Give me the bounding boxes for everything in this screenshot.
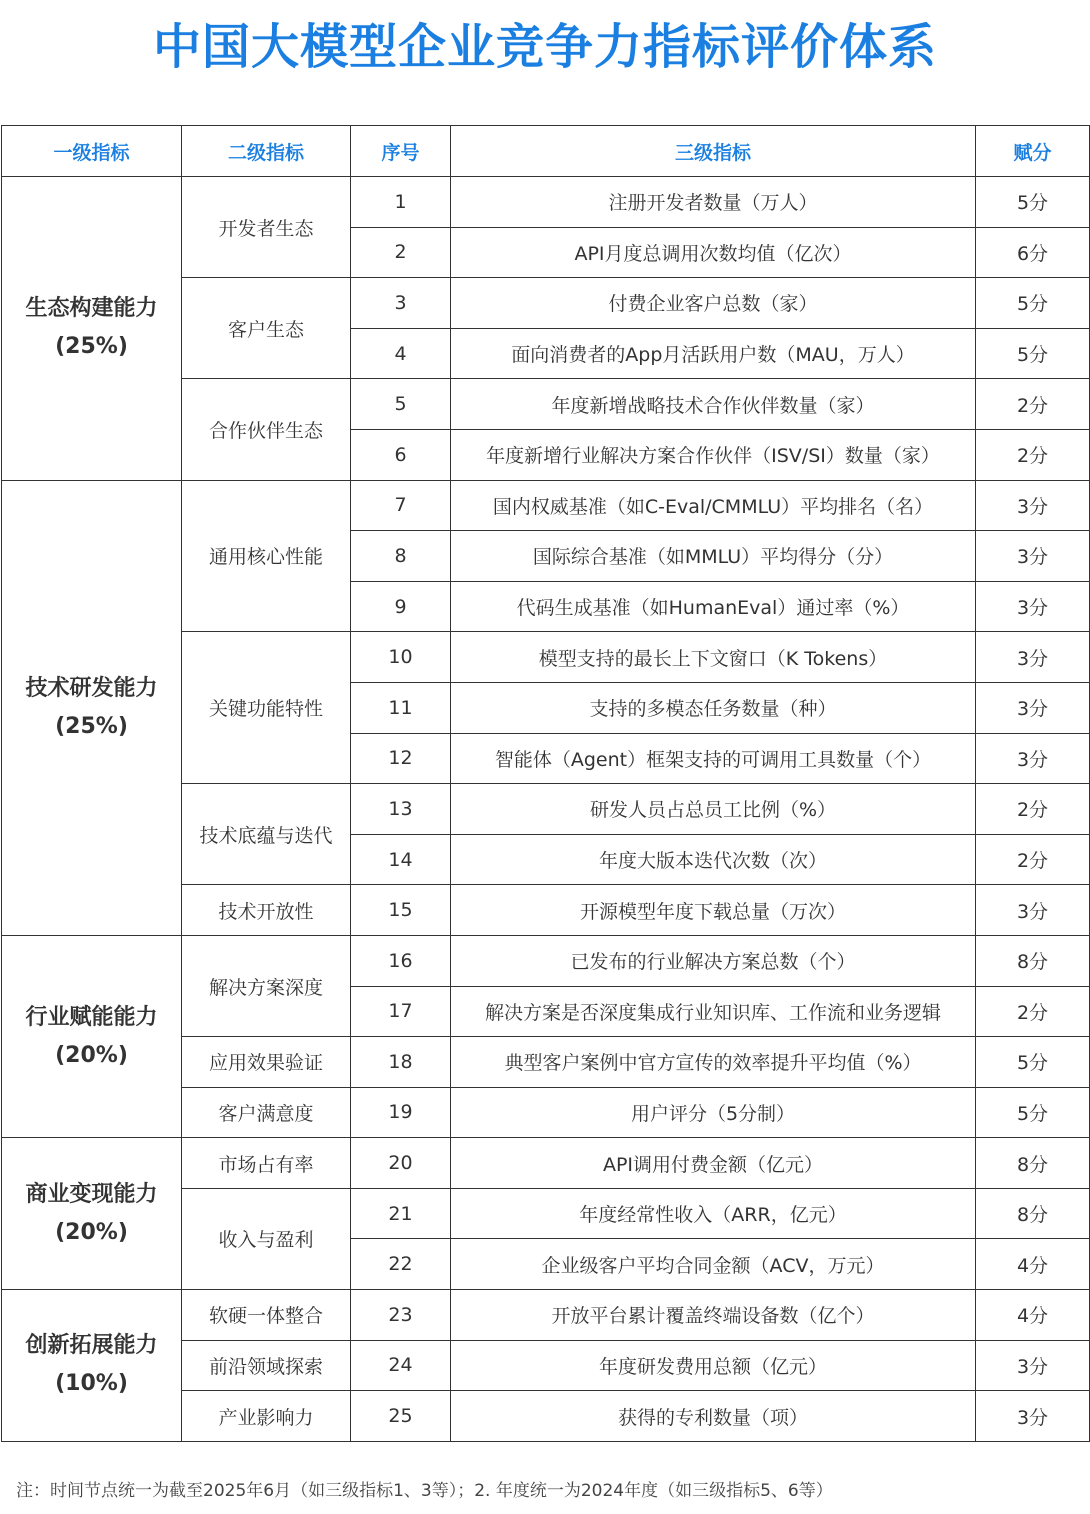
level1-cell <box>2 177 182 481</box>
row-number: 2 <box>351 227 451 278</box>
header-level1: 一级指标 <box>2 126 182 177</box>
row-number: 12 <box>351 733 451 784</box>
level2-cell: 通用核心性能 <box>182 480 351 632</box>
table-row <box>2 1138 1090 1189</box>
level2-cell: 解决方案深度 <box>182 935 351 1036</box>
level2-cell: 收入与盈利 <box>182 1188 351 1289</box>
row-number: 6 <box>351 429 451 480</box>
level3-indicator: 付费企业客户总数（家） <box>451 278 976 329</box>
row-number: 13 <box>351 784 451 835</box>
level2-cell: 合作伙伴生态 <box>182 379 351 480</box>
level3-indicator: API调用付费金额（亿元） <box>451 1138 976 1189</box>
level3-indicator: 代码生成基准（如HumanEval）通过率（%） <box>451 581 976 632</box>
level2-cell: 开发者生态 <box>182 177 351 278</box>
level2-cell: 技术开放性 <box>182 885 351 936</box>
level3-indicator: 获得的专利数量（项） <box>451 1391 976 1442</box>
level1-cell <box>2 1138 182 1290</box>
level2-cell: 客户生态 <box>182 278 351 379</box>
row-number: 10 <box>351 632 451 683</box>
row-number: 3 <box>351 278 451 329</box>
level3-indicator: 国内权威基准（如C-Eval/CMMLU）平均排名（名） <box>451 480 976 531</box>
row-score: 2分 <box>976 379 1090 430</box>
row-score: 5分 <box>976 278 1090 329</box>
level3-indicator: 年度大版本迭代次数（次） <box>451 834 976 885</box>
level1-weight: (25%) <box>55 713 128 739</box>
level3-indicator: 已发布的行业解决方案总数（个） <box>451 935 976 986</box>
level3-indicator: 典型客户案例中官方宣传的效率提升平均值（%） <box>451 1037 976 1088</box>
header-number: 序号 <box>351 126 451 177</box>
row-number: 4 <box>351 328 451 379</box>
row-number: 22 <box>351 1239 451 1290</box>
level2-cell: 产业影响力 <box>182 1391 351 1442</box>
row-score: 2分 <box>976 834 1090 885</box>
row-number: 5 <box>351 379 451 430</box>
level2-cell: 市场占有率 <box>182 1138 351 1189</box>
level1-name: 生态构建能力 <box>25 296 158 322</box>
row-score: 8分 <box>976 1138 1090 1189</box>
row-number: 15 <box>351 885 451 936</box>
level3-indicator: 年度经常性收入（ARR，亿元） <box>451 1188 976 1239</box>
level1-name: 行业赋能能力 <box>25 1004 158 1030</box>
row-number: 20 <box>351 1138 451 1189</box>
level1-cell <box>2 480 182 935</box>
level1-weight: (20%) <box>55 1042 128 1068</box>
row-number: 14 <box>351 834 451 885</box>
level3-indicator: API月度总调用次数均值（亿次） <box>451 227 976 278</box>
level3-indicator: 用户评分（5分制） <box>451 1087 976 1138</box>
row-number: 25 <box>351 1391 451 1442</box>
row-score: 5分 <box>976 328 1090 379</box>
row-number: 11 <box>351 682 451 733</box>
level3-indicator: 研发人员占总员工比例（%） <box>451 784 976 835</box>
level3-indicator: 注册开发者数量（万人） <box>451 177 976 228</box>
header-score: 赋分 <box>976 126 1090 177</box>
level1-cell <box>2 935 182 1137</box>
header-level2: 二级指标 <box>182 126 351 177</box>
table-row <box>2 480 1090 531</box>
row-score: 3分 <box>976 682 1090 733</box>
row-score: 8分 <box>976 1188 1090 1239</box>
row-score: 4分 <box>976 1290 1090 1341</box>
row-number: 9 <box>351 581 451 632</box>
level2-cell: 关键功能特性 <box>182 632 351 784</box>
row-score: 3分 <box>976 480 1090 531</box>
row-score: 3分 <box>976 1391 1090 1442</box>
header-level3: 三级指标 <box>451 126 976 177</box>
row-number: 7 <box>351 480 451 531</box>
level3-indicator: 开放平台累计覆盖终端设备数（亿个） <box>451 1290 976 1341</box>
row-score: 2分 <box>976 429 1090 480</box>
row-number: 18 <box>351 1037 451 1088</box>
row-score: 5分 <box>976 1087 1090 1138</box>
row-score: 2分 <box>976 784 1090 835</box>
row-number: 1 <box>351 177 451 228</box>
level2-cell: 客户满意度 <box>182 1087 351 1138</box>
footnote: 注：时间节点统一为截至2025年6月（如三级指标1、3等）；2. 年度统一为2024年度（如三级指标5、6等） <box>16 1481 833 1501</box>
level3-indicator: 企业级客户平均合同金额（ACV，万元） <box>451 1239 976 1290</box>
level2-cell: 前沿领域探索 <box>182 1340 351 1391</box>
indicator-table <box>1 125 1090 1442</box>
table-header-row <box>2 126 1090 177</box>
level3-indicator: 模型支持的最长上下文窗口（K Tokens） <box>451 632 976 683</box>
level3-indicator: 支持的多模态任务数量（种） <box>451 682 976 733</box>
level3-indicator: 国际综合基准（如MMLU）平均得分（分） <box>451 531 976 582</box>
row-score: 3分 <box>976 733 1090 784</box>
level2-cell: 应用效果验证 <box>182 1037 351 1088</box>
level1-cell <box>2 1290 182 1442</box>
row-number: 8 <box>351 531 451 582</box>
row-number: 21 <box>351 1188 451 1239</box>
level3-indicator: 年度研发费用总额（亿元） <box>451 1340 976 1391</box>
level3-indicator: 智能体（Agent）框架支持的可调用工具数量（个） <box>451 733 976 784</box>
row-score: 5分 <box>976 177 1090 228</box>
row-score: 5分 <box>976 1037 1090 1088</box>
row-number: 24 <box>351 1340 451 1391</box>
level3-indicator: 年度新增战略技术合作伙伴数量（家） <box>451 379 976 430</box>
row-number: 17 <box>351 986 451 1037</box>
row-score: 2分 <box>976 986 1090 1037</box>
row-number: 19 <box>351 1087 451 1138</box>
row-score: 4分 <box>976 1239 1090 1290</box>
row-number: 16 <box>351 935 451 986</box>
level3-indicator: 面向消费者的App月活跃用户数（MAU，万人） <box>451 328 976 379</box>
level3-indicator: 解决方案是否深度集成行业知识库、工作流和业务逻辑 <box>451 986 976 1037</box>
row-score: 3分 <box>976 885 1090 936</box>
level2-cell: 技术底蕴与迭代 <box>182 784 351 885</box>
level3-indicator: 年度新增行业解决方案合作伙伴（ISV/SI）数量（家） <box>451 429 976 480</box>
table-row <box>2 177 1090 228</box>
level1-weight: (20%) <box>55 1219 128 1245</box>
row-score: 6分 <box>976 227 1090 278</box>
table-row <box>2 935 1090 986</box>
row-score: 8分 <box>976 935 1090 986</box>
level1-weight: (10%) <box>55 1371 128 1397</box>
level1-name: 创新拓展能力 <box>25 1333 158 1359</box>
row-score: 3分 <box>976 581 1090 632</box>
page-title: 中国大模型企业竞争力指标评价体系 <box>152 19 937 75</box>
level1-weight: (25%) <box>55 334 128 360</box>
level1-name: 技术研发能力 <box>25 675 158 701</box>
row-score: 3分 <box>976 531 1090 582</box>
table-row <box>2 1290 1090 1341</box>
row-number: 23 <box>351 1290 451 1341</box>
level3-indicator: 开源模型年度下载总量（万次） <box>451 885 976 936</box>
level1-name: 商业变现能力 <box>25 1181 158 1207</box>
level2-cell: 软硬一体整合 <box>182 1290 351 1341</box>
row-score: 3分 <box>976 1340 1090 1391</box>
row-score: 3分 <box>976 632 1090 683</box>
